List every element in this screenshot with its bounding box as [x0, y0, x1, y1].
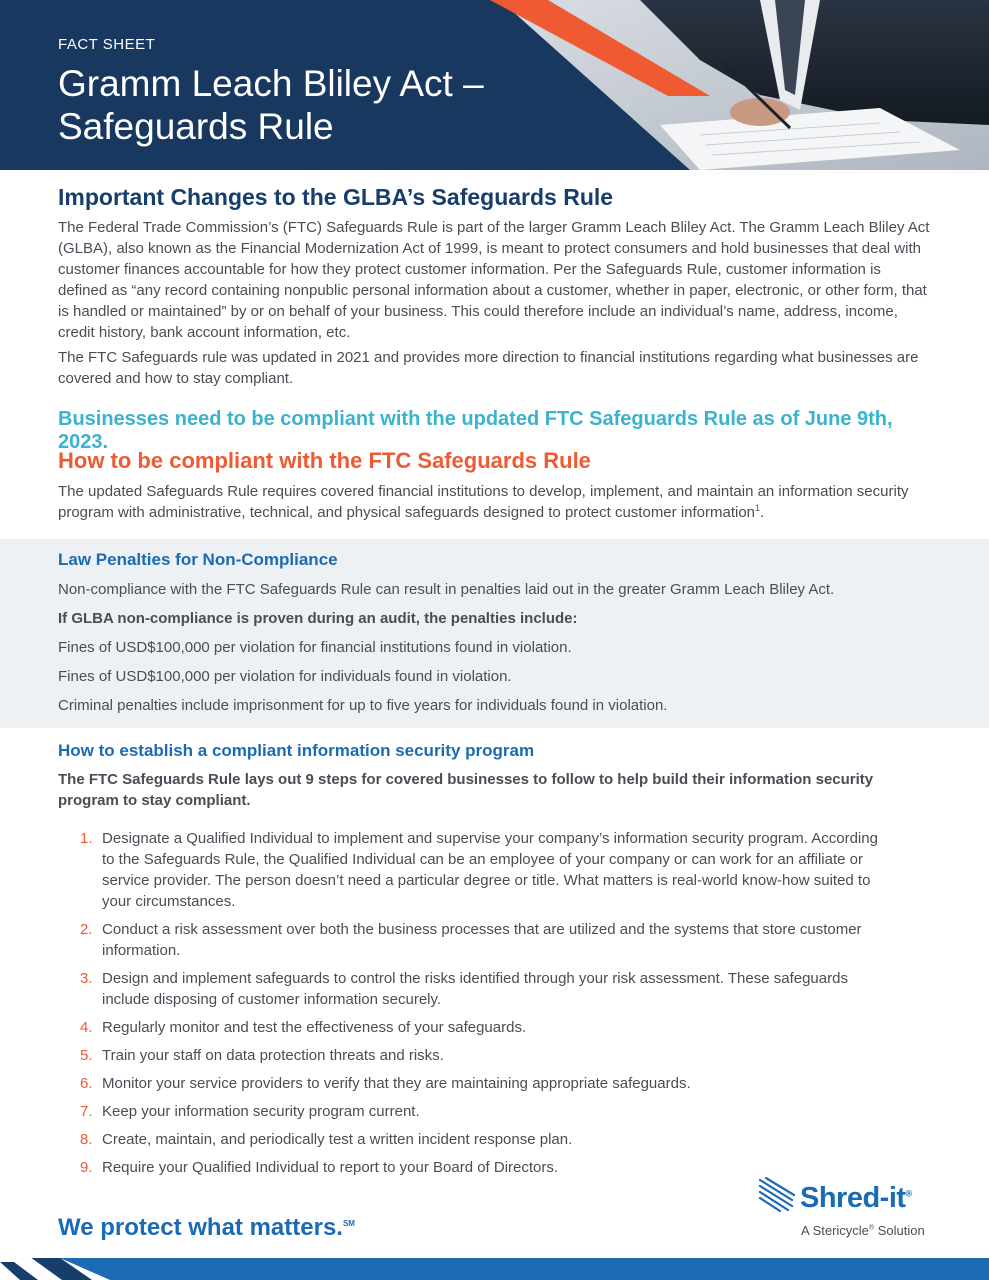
step-number: 9. — [80, 1159, 93, 1176]
program-intro: The FTC Safeguards Rule lays out 9 steps for covered businesses to follow to help build their information security program to stay compliant. — [58, 771, 874, 809]
step-number: 8. — [80, 1131, 93, 1148]
footnote-marker: 1 — [755, 503, 761, 513]
step-text: Monitor your service providers to verify that they are maintaining appropriate safeguards. — [102, 1075, 691, 1092]
shredit-logo-icon — [758, 1176, 800, 1216]
compliance-text: The updated Safeguards Rule requires covered financial institutions to develop, implement, and maintain an information security program with administrative, technical, and physical safeguards designed to protect customer information — [58, 483, 909, 521]
step-text: Create, maintain, and periodically test a written incident response plan. — [102, 1131, 573, 1148]
list-item — [58, 1101, 888, 1122]
penalties-heading: Law Penalties for Non-Compliance — [58, 550, 338, 569]
logo-brand — [800, 1182, 912, 1215]
step-text: Train your staff on data protection threats and risks. — [102, 1047, 444, 1064]
shredit-logo — [758, 1176, 938, 1240]
step-number: 7. — [80, 1103, 93, 1120]
penalties-section — [58, 550, 933, 716]
penalties-line-4: Fines of USD$100,000 per violation for individuals found in violation. — [58, 668, 512, 685]
title-line-2: Safeguards Rule — [58, 106, 334, 147]
footer-bar — [0, 1258, 989, 1280]
compliance-period: . — [760, 504, 765, 521]
step-text: Designate a Qualified Individual to implement and supervise your company’s information security program. According to the Safeguards Rule, the Qualified Individual can be an employee of your company or can work for an affiliate or service provider. The person doesn’t need a particular degree or title. What matters is real-world know-how suited to your circumstances. — [102, 830, 878, 910]
list-item — [58, 1073, 888, 1094]
step-number: 5. — [80, 1047, 93, 1064]
step-number: 2. — [80, 921, 93, 938]
list-item — [58, 828, 888, 912]
logo-registered-mark: ® — [905, 1188, 912, 1199]
logo-subtitle — [801, 1223, 925, 1238]
tagline-text: We protect what matters. — [58, 1214, 343, 1241]
program-section — [58, 741, 933, 811]
logo-brand-text: Shred-it — [800, 1182, 906, 1214]
step-text: Regularly monitor and test the effectiveness of your safeguards. — [102, 1019, 527, 1036]
intro-section — [58, 184, 933, 389]
title-line-1: Gramm Leach Bliley Act – — [58, 63, 484, 104]
list-item — [58, 1157, 888, 1178]
document-type-label: FACT SHEET — [58, 36, 156, 53]
step-text: Keep your information security program current. — [102, 1103, 420, 1120]
service-mark: SM — [342, 1219, 355, 1228]
tagline — [58, 1214, 355, 1242]
step-text: Require your Qualified Individual to report to your Board of Directors. — [102, 1159, 559, 1176]
intro-paragraph-1: The Federal Trade Commission’s (FTC) Safeguards Rule is part of the larger Gramm Leach Bliley Act. The Gramm Leach Bliley Act (GLBA), also known as the Financial Modernization Act of 1999, is meant to protect consumers and hold businesses that deal with customer finances accountable for how they protect customer information. Per the Safeguards Rule, customer information is defined as “any record containing nonpublic personal information about a customer, whether in paper, electronic, or other form, that is handled or maintained” by or on behalf of your business. This could therefore include an individual’s name, address, income, credit history, bank account information, etc. — [58, 219, 930, 341]
step-number: 1. — [80, 830, 93, 847]
page-title — [58, 62, 538, 148]
step-number: 3. — [80, 970, 93, 987]
step-number: 6. — [80, 1075, 93, 1092]
steps-list — [58, 828, 888, 1185]
list-item — [58, 1045, 888, 1066]
logo-sub-registered-mark: ® — [868, 1224, 875, 1232]
compliance-section — [58, 448, 933, 523]
program-heading: How to establish a compliant information security program — [58, 741, 535, 760]
penalties-line-5: Criminal penalties include imprisonment for up to five years for individuals found in violation. — [58, 697, 668, 714]
compliance-heading: How to be compliant with the FTC Safeguards Rule — [58, 448, 591, 473]
list-item — [58, 1129, 888, 1150]
header-banner — [0, 0, 989, 170]
intro-heading: Important Changes to the GLBA’s Safeguards Rule — [58, 184, 614, 210]
list-item — [58, 968, 888, 1010]
compliance-paragraph — [58, 481, 933, 523]
list-item — [58, 919, 888, 961]
compliance-deadline-callout: Businesses need to be compliant with the updated FTC Safeguards Rule as of June 9th, 2023. — [58, 408, 893, 453]
penalties-line-2: If GLBA non-compliance is proven during an audit, the penalties include: — [58, 610, 578, 627]
step-number: 4. — [80, 1019, 93, 1036]
list-item — [58, 1017, 888, 1038]
step-text: Design and implement safeguards to control the risks identified through your risk assessment. These safeguards include disposing of customer information securely. — [102, 970, 848, 1008]
intro-paragraph-2: The FTC Safeguards rule was updated in 2021 and provides more direction to financial institutions regarding what businesses are covered and how to stay compliant. — [58, 349, 919, 387]
logo-sub-pre: A Stericycle — [801, 1223, 869, 1238]
penalties-line-3: Fines of USD$100,000 per violation for financial institutions found in violation. — [58, 639, 572, 656]
penalties-line-1: Non-compliance with the FTC Safeguards Rule can result in penalties laid out in the greater Gramm Leach Bliley Act. — [58, 581, 835, 598]
logo-sub-post: Solution — [874, 1223, 925, 1238]
step-text: Conduct a risk assessment over both the business processes that are utilized and the systems that store customer information. — [102, 921, 862, 959]
